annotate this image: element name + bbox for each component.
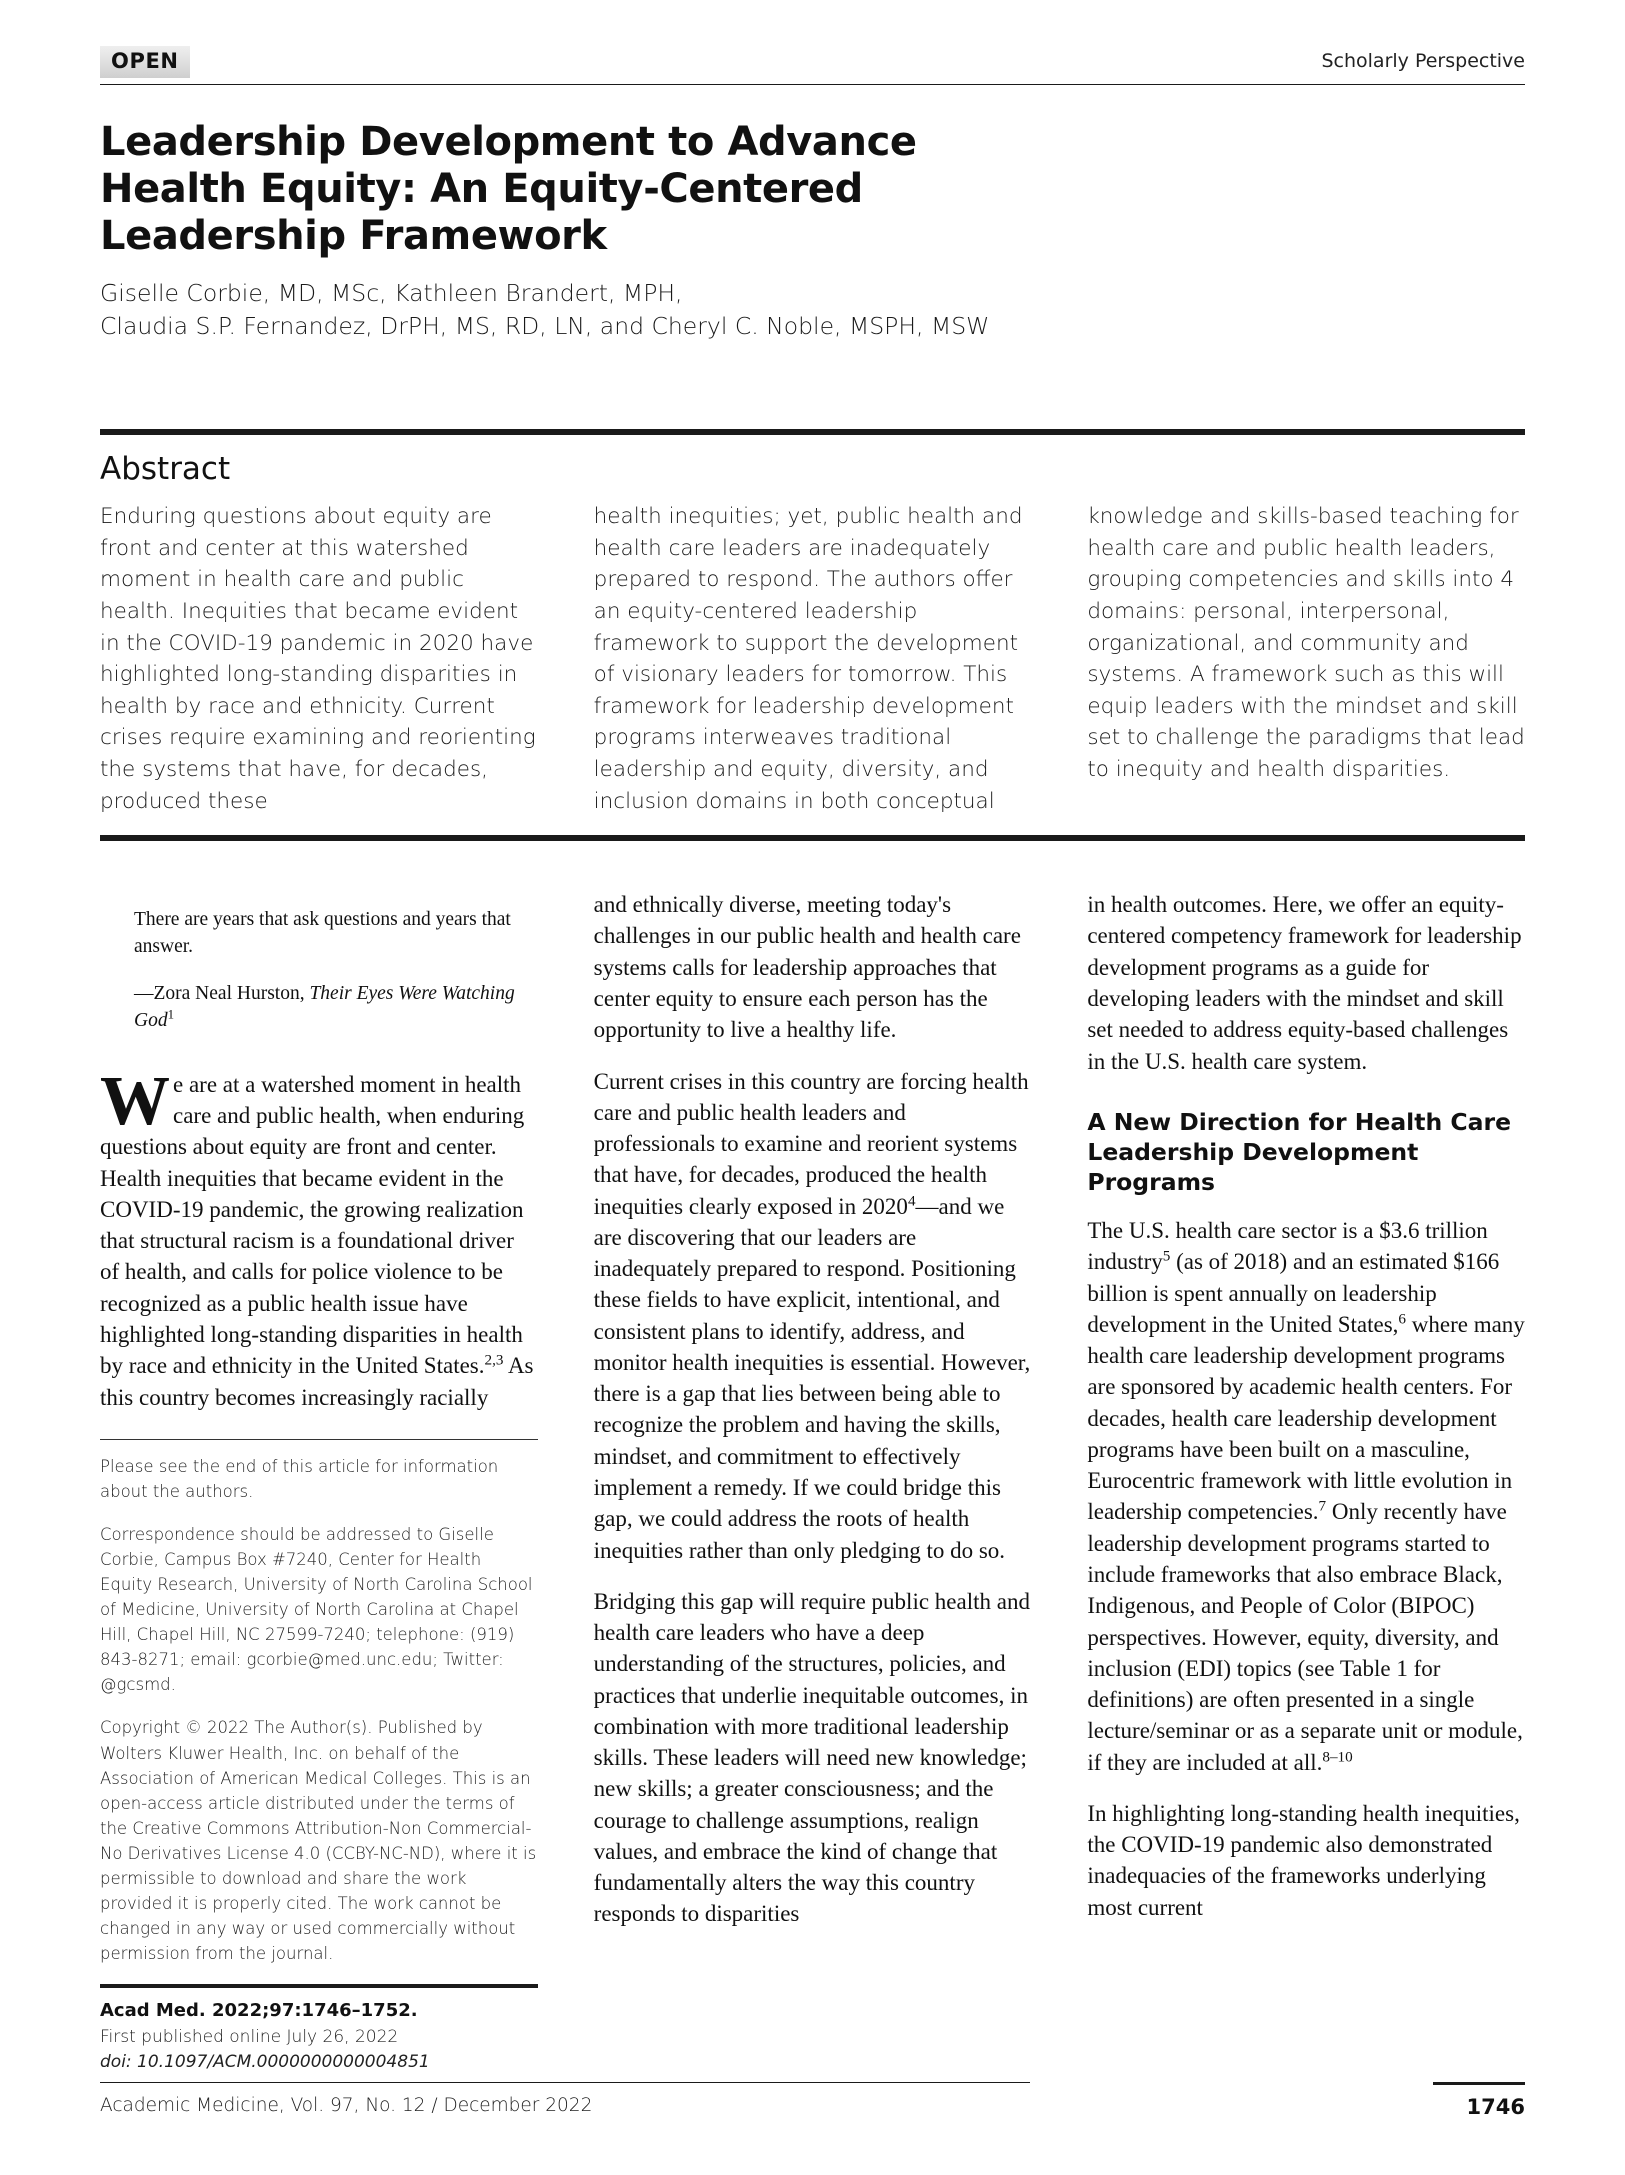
footnote-authors-note: Please see the end of this article for information about the authors. bbox=[100, 1456, 499, 1501]
footer-rules bbox=[100, 2082, 1525, 2095]
drop-cap: W bbox=[100, 1062, 170, 1140]
footnote-block bbox=[100, 1439, 538, 2077]
footer-content bbox=[100, 2095, 1525, 2119]
epigraph-work-title: Their Eyes Were Watching God bbox=[134, 983, 515, 1031]
body-paragraph-c3-2-ref4: 8–10 bbox=[1322, 1747, 1353, 1765]
footer-right-rule bbox=[1433, 2082, 1525, 2085]
abstract-column-3: knowledge and skills-based teaching for health care and public health leaders, grouping competencies and skills into 4 domains: personal, interpersonal, organizational, and community and systems. A framework such as this will equip leaders with the mindset and skill set to challenge the paradigms that lead to inequity and health disparities. bbox=[1087, 504, 1525, 783]
abstract-section bbox=[100, 429, 1525, 841]
abstract-column-2: health inequities; yet, public health and health care leaders are inadequately prepared to respond. The authors offer an equity-centered leadership framework to support the development of visionary leaders for tomorrow. This framework for leadership development programs interweaves traditional leadership and equity, diversity, and inclusion domains in both conceptual bbox=[593, 504, 1023, 814]
opening-paragraph-text: e are at a watershed moment in health care and public health, when enduring questions about equity are front and center. Health inequities that became evident in the COVID-19 pandemic, the growing realization that structural racism is a foundational driver of health, and calls for police violence to be recognized as a public health issue have highlighted long-standing disparities in health by race and ethnicity in the United States. bbox=[100, 1071, 525, 1379]
page-number: 1746 bbox=[1466, 2095, 1525, 2119]
body-paragraph-c2-2-a: Current crises in this country are forcing health care and public health leaders and professionals to examine and reorient systems that have, for decades, produced the health inequities clearly exposed in 2020 bbox=[593, 1068, 1029, 1219]
citation-rule bbox=[100, 1984, 538, 1988]
body-paragraph-c3-2-b: (as of 2018) and an estimated $166 billion is spent annually on leadership development in the United States, bbox=[1087, 1249, 1500, 1337]
epigraph-reference: 1 bbox=[167, 1007, 175, 1022]
body-paragraph-c3-1: in health outcomes. Here, we offer an equity-centered competency framework for leadership development programs as a guide for developing leaders with the mindset and skill set needed to address equity-based challenges in the U.S. health care system. bbox=[1087, 892, 1522, 1074]
footnote-correspondence: Correspondence should be addressed to Giselle Corbie, Campus Box #7240, Center for Health Equity Research, University of North Carolina School of Medicine, University of North Carolina at Chapel Hill, Chapel Hill, NC 27599-7240; telephone: (919) 843-8271; email: gcorbie@med.unc.edu; Twitter: @gcsmd. bbox=[100, 1524, 533, 1695]
body-paragraph-c3-2-ref1: 5 bbox=[1162, 1247, 1171, 1265]
abstract-columns bbox=[100, 501, 1525, 835]
opening-paragraph-reference: 2,3 bbox=[484, 1351, 504, 1369]
epigraph bbox=[134, 907, 538, 1035]
body-paragraph-c2-2-b: —and we are discovering that our leaders are inadequately prepared to respond. Positioning these fields to have explicit, intentional, and consistent plans to identify, address, and monitor health inequities is essential. However, there is a gap that lies between being able to recognize the problem and having the skills, mindset, and commitment to effectively implement a remedy. If we could bridge this gap, we could address the roots of health inequities rather than only pledging to do so. bbox=[593, 1193, 1031, 1563]
masthead-divider bbox=[100, 84, 1525, 85]
body-column-1 bbox=[100, 889, 538, 2076]
abstract-bottom-rule bbox=[100, 835, 1525, 841]
open-access-badge: OPEN bbox=[100, 46, 190, 78]
body-paragraph-c2-2 bbox=[594, 1066, 1032, 1566]
citation-published-date: First published online July 26, 2022 bbox=[100, 2026, 399, 2047]
body-paragraph-c3-2-c: where many health care leadership development programs are sponsored by academic health centers. For decades, health care leadership development programs have been built on a masculine, Eurocentric framework with little evolution in leadership competencies. bbox=[1087, 1311, 1525, 1525]
body-paragraph-c3-2-a: The U.S. health care sector is a $3.6 trillion industry bbox=[1087, 1218, 1488, 1275]
masthead bbox=[100, 38, 1525, 78]
page-footer bbox=[100, 2082, 1525, 2119]
section-heading-new-direction: A New Direction for Health Care Leadership Development Programs bbox=[1087, 1107, 1512, 1196]
abstract-heading: Abstract bbox=[100, 451, 231, 488]
footnote-copyright: Copyright © 2022 The Author(s). Published by Wolters Kluwer Health, Inc. on behalf of the Association of American Medical Colleges. This is an open-access article distributed under the terms of the Creative Commons Attribution-Non Commercial-No Derivatives License 4.0 (CCBY-NC-ND), where it is permissible to download and share the work provided it is properly cited. The work cannot be changed in any way or used commercially without permission from the journal. bbox=[100, 1718, 537, 1964]
body-paragraph-c2-3: Bridging this gap will require public health and health care leaders who have a deep understanding of the structures, policies, and practices that underlie inequitable outcomes, in combination with more traditional leadership skills. These leaders will need new knowledge; new skills; a greater consciousness; and the courage to challenge assumptions, realign values, and embrace the kind of change that fundamentally alters the way this country responds to disparities bbox=[593, 1588, 1030, 1927]
epigraph-attribution bbox=[134, 981, 538, 1035]
body-paragraph-c3-2 bbox=[1087, 1215, 1525, 1778]
citation-reference: Acad Med. 2022;97:1746–1752. bbox=[100, 2000, 418, 2022]
body-column-2 bbox=[594, 889, 1032, 2076]
author-list bbox=[100, 277, 1525, 344]
body-paragraph-c3-2-ref3: 7 bbox=[1318, 1497, 1327, 1515]
author-line-1: Giselle Corbie, MD, MSc, Kathleen Brandert, MPH, bbox=[100, 278, 683, 307]
body-paragraph-opening bbox=[100, 1062, 538, 1413]
opening-paragraph-tail: As this country becomes increasingly racially bbox=[100, 1353, 534, 1410]
citation-doi[interactable]: doi: 10.1097/ACM.0000000000004851 bbox=[100, 2052, 430, 2073]
body-paragraph-c2-2-reference: 4 bbox=[907, 1191, 916, 1209]
footer-journal-line: Academic Medicine, Vol. 97, No. 12 / December 2022 bbox=[100, 2095, 593, 2116]
body-columns bbox=[100, 889, 1525, 2076]
body-column-3 bbox=[1087, 889, 1525, 2076]
epigraph-attribution-prefix: —Zora Neal Hurston, bbox=[134, 983, 310, 1005]
article-type-label: Scholarly Perspective bbox=[1321, 50, 1525, 72]
page-title: Leadership Development to Advance Health Equity: An Equity-Centered Leadership Framework bbox=[100, 119, 917, 260]
body-paragraph-c3-2-ref2: 6 bbox=[1398, 1310, 1407, 1328]
body-paragraph-c2-1: and ethnically diverse, meeting today's challenges in our public health and health care systems calls for leadership approaches that center equity to ensure each person has the opportunity to live a healthy life. bbox=[593, 892, 1021, 1043]
body-paragraph-c3-3: In highlighting long-standing health inequities, the COVID-19 pandemic also demonstrated inadequacies of the frameworks underlying most current bbox=[1087, 1800, 1520, 1920]
abstract-top-rule bbox=[100, 429, 1525, 435]
abstract-column-1: Enduring questions about equity are front and center at this watershed moment in health care and public health. Inequities that became evident in the COVID-19 pandemic in 2020 have highlighted long-standing disparities in health by race and ethnicity. Current crises require examining and reorienting the systems that have, for decades, produced these bbox=[100, 504, 536, 814]
epigraph-quote: There are years that ask questions and years that answer. bbox=[134, 909, 511, 958]
footer-left-rule bbox=[100, 2082, 1030, 2085]
body-paragraph-c3-2-d: Only recently have leadership development programs started to include frameworks that also embrace Black, Indigenous, and People of Color (BIPOC) perspectives. However, equity, diversity, and inclusion (EDI) topics (see Table 1 for definitions) are often presented in a single lecture/seminar or as a separate unit or module, if they are included at all. bbox=[1087, 1499, 1523, 1775]
author-line-2: Claudia S.P. Fernandez, DrPH, MS, RD, LN, and Cheryl C. Noble, MSPH, MSW bbox=[100, 311, 990, 340]
